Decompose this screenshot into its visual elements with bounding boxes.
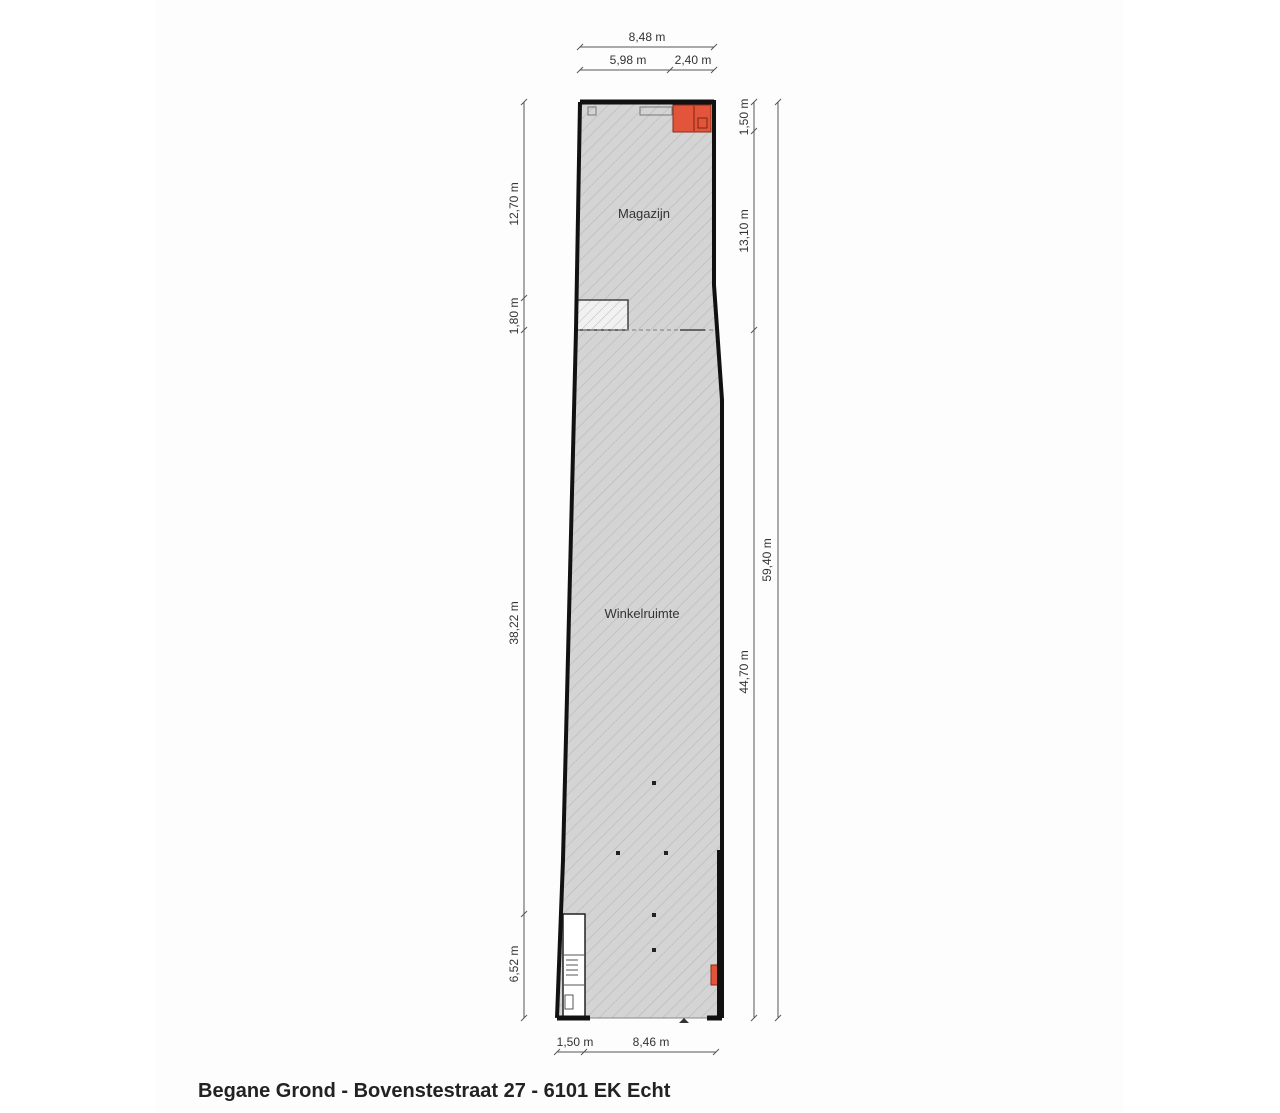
room-label-winkelruimte: Winkelruimte — [604, 606, 680, 621]
stair-area — [563, 914, 585, 1018]
dim-right-lower: 44,70 m — [737, 650, 751, 694]
dim-left-small: 1,80 m — [507, 297, 521, 335]
dim-right-total: 59,40 m — [760, 538, 774, 582]
meter-cabinet — [711, 965, 718, 985]
dim-top-right: 2,40 m — [674, 53, 712, 67]
dim-right-top: 1,50 m — [737, 98, 751, 136]
dim-right-upper: 13,10 m — [737, 209, 751, 253]
entrance-arrow — [679, 1018, 689, 1023]
dim-left-upper: 12,70 m — [507, 182, 521, 226]
dim-bottom-left: 1,50 m — [556, 1035, 594, 1049]
dim-left-middle: 38,22 m — [507, 601, 521, 645]
dim-top-total: 8,48 m — [628, 30, 666, 44]
plan-caption: Begane Grond - Bovenstestraat 27 - 6101 EK Echt — [198, 1080, 671, 1102]
room-label-magazijn: Magazijn — [617, 206, 671, 221]
floor-area — [557, 102, 722, 1018]
service-room — [576, 300, 628, 330]
dim-bottom-right: 8,46 m — [632, 1035, 670, 1049]
dim-top-left: 5,98 m — [609, 53, 647, 67]
dim-left-lower: 6,52 m — [507, 945, 521, 983]
